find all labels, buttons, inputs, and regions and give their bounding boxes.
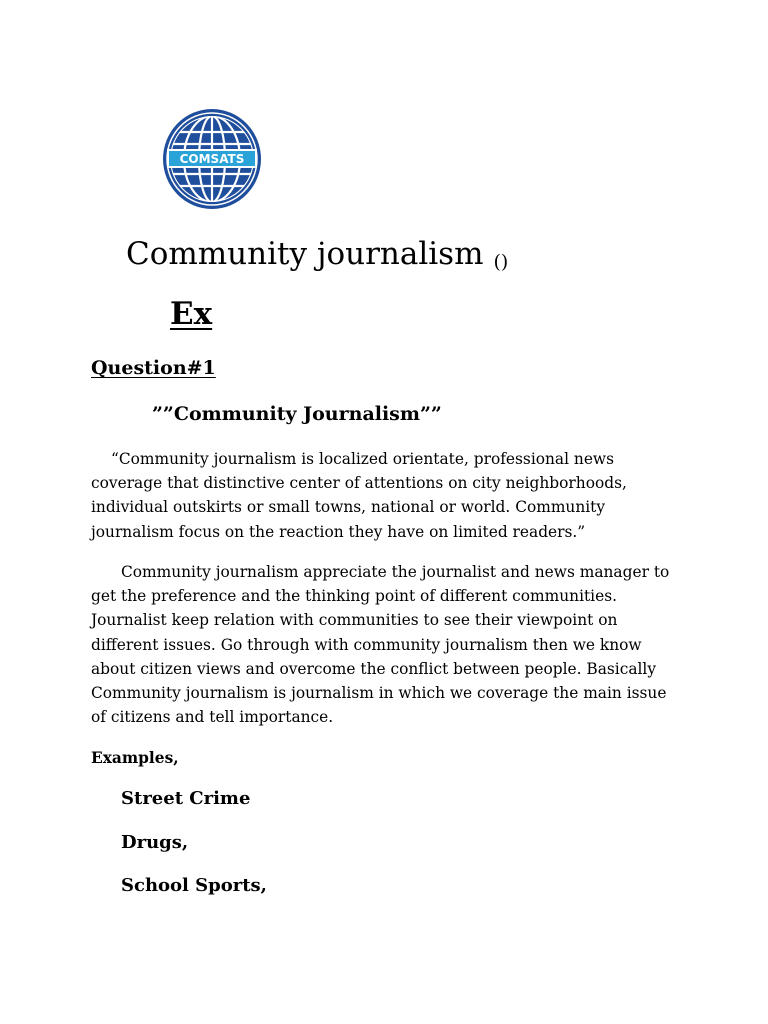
document-title	[126, 234, 508, 282]
example-item: School Sports,	[121, 875, 267, 896]
examples-label: Examples,	[91, 749, 179, 767]
example-item: Street Crime	[121, 788, 251, 809]
document-title-text: Community journalism	[126, 236, 484, 272]
logo-text: COMSATS	[179, 152, 245, 166]
question-label: Question#1	[91, 357, 216, 379]
example-item: Drugs,	[121, 832, 189, 853]
document-title-suffix: ()	[493, 251, 509, 273]
definition-paragraph: “Community journalism is localized orientate, professional news coverage that distinctive center of attentions on city neighborhoods, individual outskirts or small towns, national or world. Community journalism focus on the reaction they have on limited readers.”	[91, 450, 627, 541]
document-subtitle: Ex	[170, 296, 213, 332]
comsats-logo	[162, 108, 262, 210]
section-heading: ””Community Journalism””	[152, 403, 442, 425]
body-paragraph: Community journalism appreciate the journalist and news manager to get the preference and the thinking point of different communities. Journalist keep relation with communities to see their viewpoint on different issues. Go through with community journalism then we know about citizen views and overcome the conflict between people. Basically Community journalism is journalism in which we coverage the main issue of citizens and tell importance.	[91, 563, 670, 727]
